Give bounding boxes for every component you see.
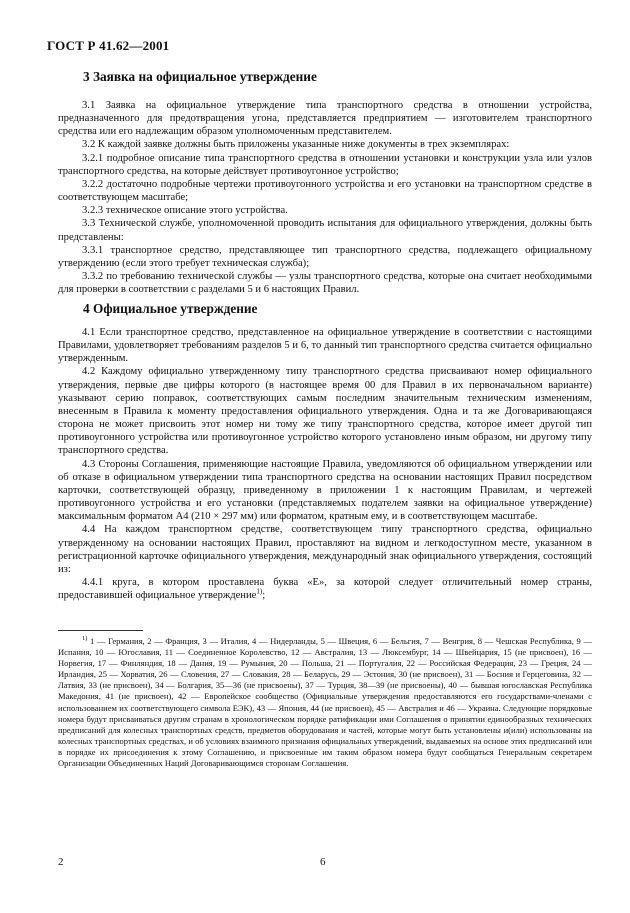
paragraph-4-4: 4.4 На каждом транспортном средстве, соответствующем типу транспортного средства, официально утвержденному на основании настоящих Правил, проставляют на видном и легкодоступном месте, указанном в регистрационной карточке официального утверждения, международный знак официального утверждения, состоящий из: (58, 524, 592, 575)
paragraph-3-3: 3.3 Технической службе, уполномоченной проводить испытания для официального утверждения, должны быть представлены: (58, 218, 592, 243)
page-number-center: 6 (320, 856, 326, 868)
paragraph-3-2-2: 3.2.2 достаточно подробные чертежи противоугонного устройства и его установки на транспортном средстве в соответствующем масштабе; (58, 178, 592, 204)
paragraph-4-3: 4.3 Стороны Соглашения, применяющие настоящие Правила, уведомляются об официальном утверждении или об отказе в официальном утверждении типа транспортного средства на основании настоящих Правил посредством карточки, соответствующей образцу, приведенному в приложении 1 к настоящим Правилам, и чертежей противоугонного устройства и его установки (представляемых подателем заявки на официальное утверждение) максимальным форматом А4 (210 × 297 мм) или форматом, кратным ему, и в соответствующем масштабе. (58, 458, 592, 523)
footnote-reference[interactable]: 1) (256, 587, 263, 596)
section-3-body (58, 99, 592, 296)
section-4-body (58, 326, 592, 602)
footnote-divider (58, 630, 143, 631)
footnote-text: 1 — Германия, 2 — Франция, 3 — Италия, 4 — Нидерланды, 5 — Швеция, 6 — Бельгия, 7 — Венгрия, 8 — Чешская Республика, 9 — Испания, 10 — Югославия, 11 — Соединенное Королевство, 12 — Австралия, 13 — Люксембург, 14 — Швейцария, 15 (не присвоен), 16 — Норвегия, 17 — Финляндия, 18 — Дания, 19 — Румыния, 20 — Польша, 21 — Португалия, 22 — Российская Федерация, 23 — Греция, 24 — Ирландия, 25 — Хорватия, 26 — Словения, 27 — Словакия, 28 — Беларусь, 29 — Эстония, 30 (не присвоен), 31 — Босния и Герцеговина, 32 — Латвия, 33 (не присвоен), 34 — Болгария, 35—36 (не присвоены), 37 — Турция, 38—39 (не присвоены), 40 — бывшая югославская Республика Македония, 41 (не присвоен), 42 — Европейское сообщество (Официальные утверждения предоставляются его государствами-членами с использованием их соответствующего символа ЕЭК), 43 — Япония, 44 (не присвоен), 45 — Австралия и 46 — Украина. Следующие порядковые номера будут присваиваться другим странам в хронологическом порядке ратификации ими Соглашения о принятии единообразных технических предписаний для колесных транспортных средств, предметов оборудования и частей, которые могут быть установлены и(или) использованы на колесных транспортных средствах, и об условиях взаимного признания официальных утверждений, выдаваемых на основе этих предписаний или в порядке их присоединения к этому Соглашению, и присвоенные им таким образом номера будут сообщаться Генеральным секретарем Организации Объединенных Наций Договаривающимся сторонам Соглашения. (58, 636, 592, 769)
paragraph-3-3-2: 3.3.2 по требованию технической службы — узлы транспортного средства, которые она считает необходимыми для проверки в соответствии с разделами 5 и 6 настоящих Правил. (58, 271, 592, 296)
paragraph-3-2-3: 3.2.3 техническое описание этого устройства. (82, 205, 288, 217)
footnote (58, 636, 592, 769)
paragraph-4-1: 4.1 Если транспортное средство, представленное на официальное утверждение в соответствии с настоящими Правилами, удовлетворяет требованиям разделов 5 и 6, то данный тип транспортного средства считается официально утвержденным. (58, 327, 592, 365)
paragraph-4-4-1-text: 4.4.1 круга, в котором проставлена буква «Е», за которой следует отличительный номер страны, предоставившей официальное утверждение (58, 576, 592, 602)
paragraph-3-2-1: 3.2.1 подробное описание типа транспортного средства в отношении установки и конструкции узла или узлов транспортного средства, на которые действует противоугонное устройство; (58, 152, 592, 177)
section-4-title: 4 Официальное утверждение (83, 301, 258, 316)
paragraph-3-1: 3.1 Заявка на официальное утверждение типа транспортного средства в отношении устройства, предназначенного для предотвращения угона, представляется предприятием — изготовителем транспортного средства или его надлежащим образом уполномоченным представителем. (58, 100, 592, 138)
paragraph-3-3-1: 3.3.1 транспортное средство, представляющее тип транспортного средства, подлежащего официальному утверждению (если этого требует техническая служба); (58, 244, 592, 269)
footnote-marker: 1) (82, 635, 88, 643)
paragraph-4-4-1 (58, 576, 592, 602)
page-number-left: 2 (58, 856, 64, 868)
section-3-title: 3 Заявка на официальное утверждение (83, 69, 317, 84)
paragraph-4-4-1-end: ; (262, 590, 266, 602)
paragraph-3-2: 3.2 К каждой заявке должны быть приложены указанные ниже документы в трех экземплярах: (82, 139, 510, 151)
paragraph-4-2: 4.2 Каждому официально утвержденному типу транспортного средства присваивают номер официального утверждения, первые две цифры которого (в настоящее время 00 для Правил в их первоначальном варианте) указывают серию поправок, соответствующих самым последним значительным техническим изменениям, внесенным в Правила к моменту предоставления официального утверждения. Одна и та же Договаривающаяся сторона не может присвоить этот номер ни тому же типу транспортного средства, которое имеет другой тип противоугонного устройства или противоугонное устройство которого установлено иным образом, ни другому типу транспортного средства. (58, 366, 592, 457)
document-header: ГОСТ Р 41.62—2001 (47, 38, 170, 53)
